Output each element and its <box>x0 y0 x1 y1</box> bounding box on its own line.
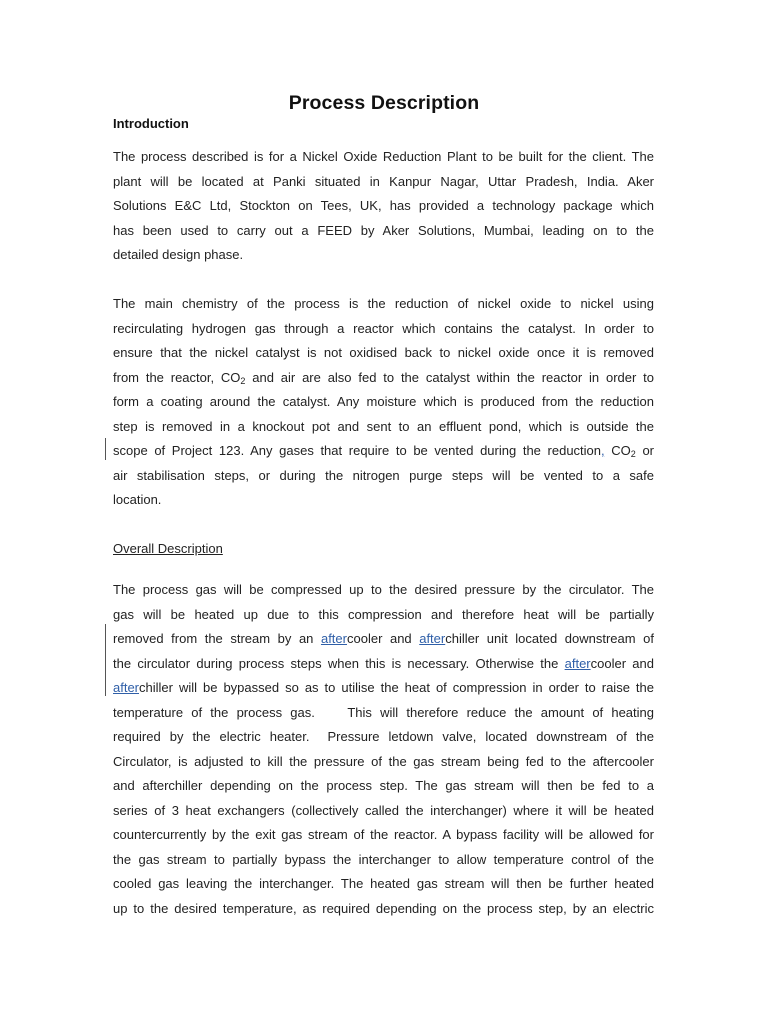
change-bar <box>105 624 106 696</box>
paragraph-line <box>113 627 654 652</box>
paragraph-line: detailed design phase. <box>113 247 244 262</box>
paragraph-line: temperature of the process gas. This will therefore reduce the amount of heating <box>113 704 654 720</box>
tracked-change-link[interactable]: after <box>564 655 591 671</box>
paragraph-line: and afterchiller depending on the process step. The gas stream will then be fed to a <box>113 778 654 793</box>
paragraph-line <box>113 439 654 464</box>
paragraph-line <box>113 652 654 677</box>
paragraph-line: has been used to carry out a FEED by Aker Solutions, Mumbai, leading on to the <box>113 222 654 238</box>
tracked-change-mark[interactable]: , <box>601 443 605 458</box>
paragraph-line: required by the electric heater. Pressure letdown valve, located downstream of the <box>113 729 654 744</box>
paragraph-line: cooled gas leaving the interchanger. The heated gas stream will then be further heated <box>113 876 654 891</box>
paragraph-line: series of 3 heat exchangers (collectively called the interchanger) where it will be heated <box>113 802 654 818</box>
tracked-change-link[interactable]: after <box>320 631 347 646</box>
tracked-change-link[interactable]: after <box>419 631 446 646</box>
paragraph-line: air stabilisation steps, or during the nitrogen purge steps will be vented to a safe <box>113 467 654 483</box>
text-run: cooler and <box>590 655 655 671</box>
paragraph-line: The process gas will be compressed up to the desired pressure by the circulator. The <box>113 582 654 597</box>
text-run: cooler and <box>346 631 420 646</box>
paragraph-line: The process described is for a Nickel Oxide Reduction Plant to be built for the client. The <box>113 149 654 164</box>
paragraph-line: up to the desired temperature, as required depending on the process step, by an electric <box>113 900 654 916</box>
paragraph-line: countercurrently by the exit gas stream of the reactor. A bypass facility will be allowed for <box>113 827 654 842</box>
paragraph-chemistry <box>113 292 654 513</box>
text-run: chiller will be bypassed so as to utilise the heat of compression in order to raise the <box>139 680 654 695</box>
paragraph-line <box>113 366 654 391</box>
text-run: from the reactor, CO <box>113 369 241 385</box>
paragraph-line: recirculating hydrogen gas through a reactor which contains the catalyst. In order to <box>113 320 654 336</box>
page-title: Process Description <box>288 92 480 114</box>
paragraph-line: Circulator, is adjusted to kill the pressure of the gas stream being fed to the aftercooler <box>113 753 654 769</box>
subscript: 2 <box>240 375 246 386</box>
section-heading-introduction: Introduction <box>113 116 189 131</box>
text-run: chiller unit located downstream of <box>445 631 654 646</box>
paragraph-introduction <box>113 145 654 268</box>
paragraph-line <box>113 676 654 701</box>
paragraph-line: Solutions E&C Ltd, Stockton on Tees, UK, has provided a technology package which <box>113 198 654 213</box>
change-bar <box>105 438 106 460</box>
paragraph-line: ensure that the nickel catalyst is not oxidised back to nickel oxide once it is removed <box>113 345 654 360</box>
subscript: 2 <box>630 449 636 459</box>
text-run: and air are also fed to the catalyst within the reactor in order to <box>245 369 654 385</box>
paragraph-line: form a coating around the catalyst. Any moisture which is produced from the reduction <box>113 394 654 409</box>
paragraph-line: gas will be heated up due to this compression and therefore heat will be partially <box>113 606 654 622</box>
section-heading-overall-description: Overall Description <box>113 541 223 556</box>
tracked-change-link[interactable]: after <box>113 680 140 695</box>
text-run: CO <box>604 443 631 458</box>
text-run: scope of Project 123. Any gases that require to be vented during the reduction <box>113 443 602 458</box>
paragraph-line: step is removed in a knockout pot and sent to an effluent pond, which is outside the <box>113 418 654 434</box>
paragraph-line: The main chemistry of the process is the reduction of nickel oxide to nickel using <box>113 296 654 311</box>
paragraph-line: the gas stream to partially bypass the interchanger to allow temperature control of the <box>113 851 654 867</box>
paragraph-line: plant will be located at Panki situated in Kanpur Nagar, Uttar Pradesh, India. Aker <box>113 173 654 189</box>
paragraph-overall-description <box>113 578 654 921</box>
text-run: removed from the stream by an <box>113 631 321 646</box>
paragraph-line: location. <box>113 492 162 507</box>
text-run: or <box>635 443 655 458</box>
text-run: the circulator during process steps when this is necessary. Otherwise the <box>113 655 565 671</box>
